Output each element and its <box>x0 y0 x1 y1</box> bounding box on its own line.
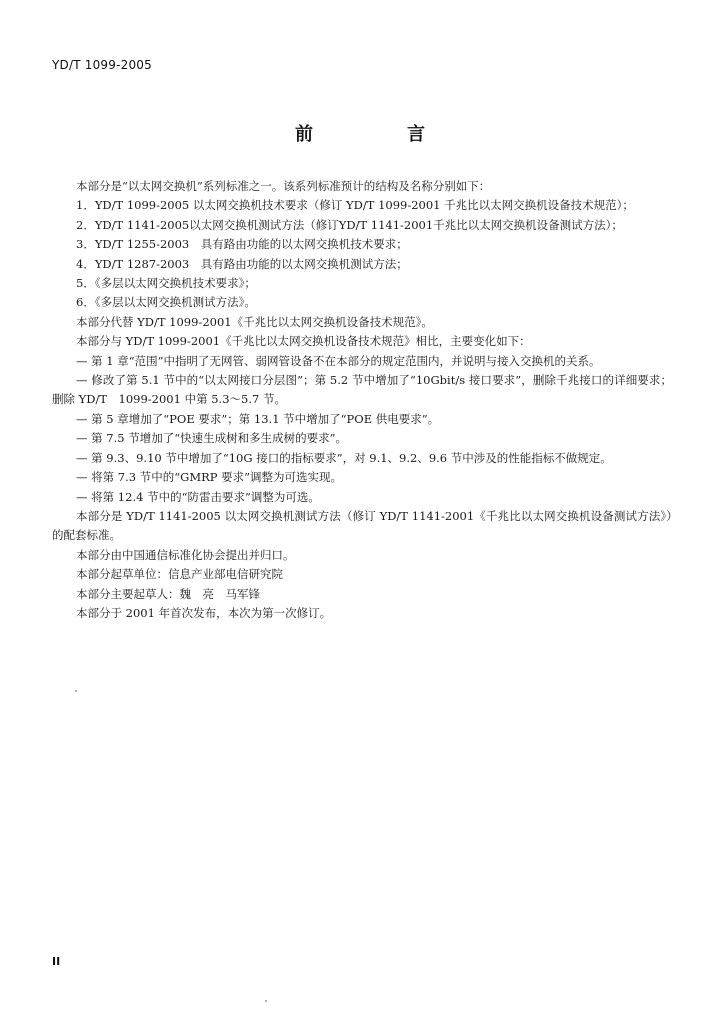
list-item-3: 3．YD/T 1255-2003 具有路由功能的以太网交换机技术要求； <box>76 237 408 252</box>
page-number: II <box>52 955 61 968</box>
scan-speck <box>75 690 77 692</box>
foreword-body <box>52 177 672 623</box>
list-item-4: 4．YD/T 1287-2003 具有路由功能的以太网交换机测试方法； <box>76 256 408 271</box>
paragraph-replaces: 本部分代替 YD/T 1099-2001《千兆比以太网交换机设备技术规范》。 <box>76 314 433 329</box>
list-item-6: 6．《多层以太网交换机测试方法》。 <box>76 295 256 310</box>
list-item-1: 1．YD/T 1099-2005 以太网交换机技术要求（修订 YD/T 1099-2001 千兆比以太网交换机设备技术规范）； <box>76 198 634 213</box>
page-title: 前 言 <box>295 124 463 145</box>
paragraph-companion-standard: 本部分是 YD/T 1141-2005 以太网交换机测试方法（修订 YD/T 1141-2001《千兆比以太网交换机设备测试方法》）的配套标准。 <box>52 508 672 543</box>
paragraph-drafting-unit: 本部分起草单位：信息产业部电信研究院 <box>76 567 283 582</box>
change-item-5: — 第 9.3、9.10 节中增加了“10G 接口的指标要求”，对 9.1、9.2、9.6 节中涉及的性能指标不做规定。 <box>76 450 612 465</box>
change-item-7: — 将第 12.4 节中的“防雷击要求”调整为可选。 <box>76 489 320 504</box>
list-item-5: 5．《多层以太网交换机技术要求》； <box>76 276 256 291</box>
change-item-4: — 第 7.5 节增加了“快速生成树和多生成树的要求”。 <box>76 431 348 446</box>
scan-speck <box>265 1000 267 1002</box>
paragraph-drafters: 本部分主要起草人：魏 亮 马军锋 <box>76 586 260 601</box>
change-item-1: — 第 1 章“范围”中指明了无网管、弱网管设备不在本部分的规定范围内，并说明与接入交换机的关系。 <box>76 353 601 368</box>
change-item-2: — 修改了第 5.1 节中的“以太网接口分层图”；第 5.2 节中增加了“10Gbit/s 接口要求”，删除千兆接口的详细要求；删除 YD/T 1099-2001 中第 5.3～5.7 节。 <box>52 373 672 407</box>
paragraph-changes-intro: 本部分与 YD/T 1099-2001《千兆比以太网交换机设备技术规范》相比，主要变化如下： <box>76 334 531 349</box>
standard-code-header: YD/T 1099-2005 <box>52 58 152 72</box>
paragraph-first-release: 本部分于 2001 年首次发布，本次为第一次修订。 <box>76 605 332 620</box>
change-item-6: — 将第 7.3 节中的“GMRP 要求”调整为可选实现。 <box>76 470 343 485</box>
paragraph-intro: 本部分是“以太网交换机”系列标准之一。该系列标准预计的结构及名称分别如下： <box>76 179 491 193</box>
change-item-3: — 第 5 章增加了“POE 要求”；第 13.1 节中增加了“POE 供电要求”。 <box>76 411 440 426</box>
list-item-2: 2．YD/T 1141-2005以太网交换机测试方法（修订YD/T 1141-2001千兆比以太网交换机设备测试方法）； <box>76 217 623 232</box>
paragraph-proposed-by: 本部分由中国通信标准化协会提出并归口。 <box>76 547 295 562</box>
